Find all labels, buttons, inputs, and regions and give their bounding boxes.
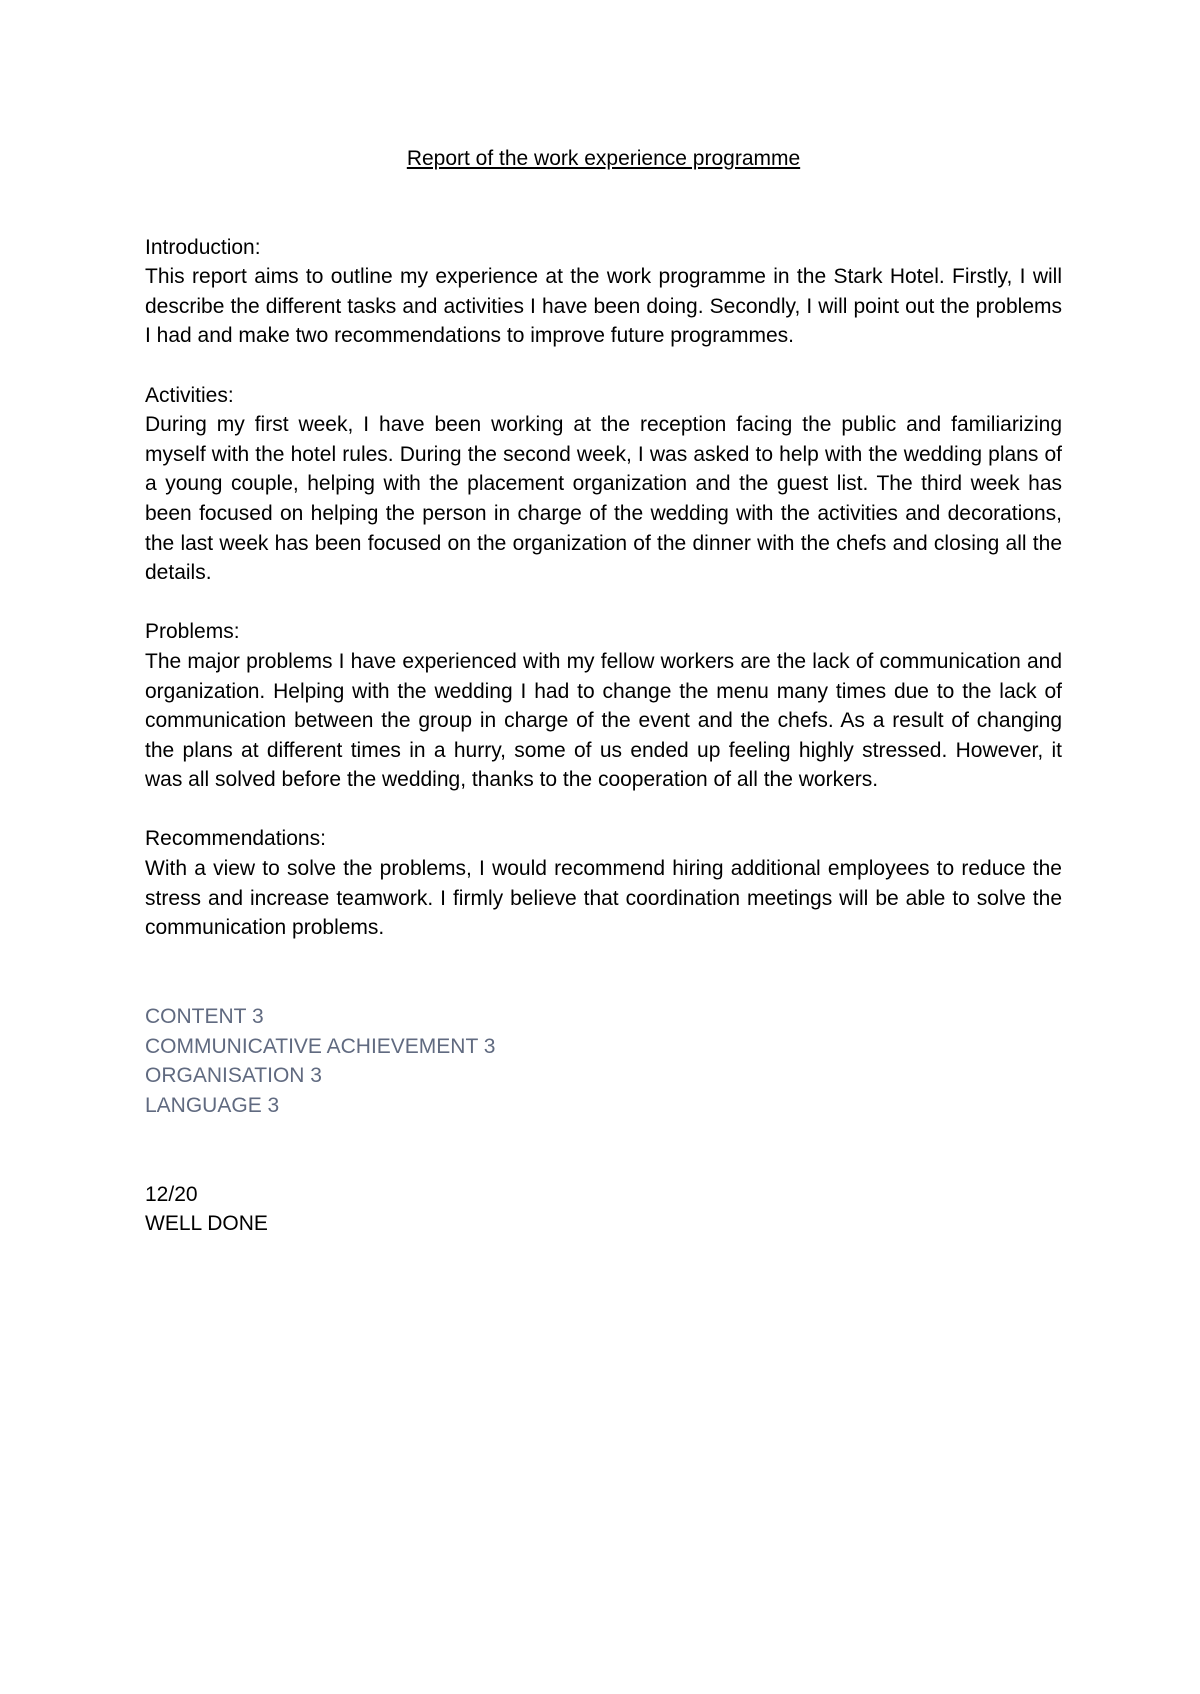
section-heading: Activities: <box>145 383 234 407</box>
document-title: Report of the work experience programme <box>406 147 801 170</box>
section-introduction <box>145 233 1062 351</box>
teacher-comment: WELL DONE <box>145 1212 268 1236</box>
grade-language: LANGUAGE 3 <box>145 1093 280 1117</box>
section-heading: Introduction: <box>145 235 261 259</box>
spacer <box>145 972 1062 1002</box>
section-problems <box>145 617 1062 795</box>
grade-organisation: ORGANISATION 3 <box>145 1064 322 1088</box>
section-body: With a view to solve the problems, I would recommend hiring additional employees to reduce the stress and increase teamwork. I firmly believe that coordination meetings will be able to solve the communication problems. <box>145 857 1062 940</box>
grade-communicative-achievement: COMMUNICATIVE ACHIEVEMENT 3 <box>145 1034 496 1058</box>
section-heading: Recommendations: <box>145 827 326 851</box>
score-value: 12/20 <box>145 1182 198 1206</box>
section-activities <box>145 381 1062 588</box>
section-recommendations <box>145 824 1062 942</box>
spacer <box>145 1150 1062 1180</box>
spacer <box>145 943 1062 973</box>
spacer <box>145 588 1062 618</box>
spacer <box>145 795 1062 825</box>
document-page <box>145 144 1062 1239</box>
section-heading: Problems: <box>145 620 240 644</box>
grade-content: CONTENT 3 <box>145 1005 264 1029</box>
spacer <box>145 351 1062 381</box>
section-body: The major problems I have experienced with my fellow workers are the lack of communication and organization. Helping with the wedding I had to change the menu many times due to the lack of communication between the group in charge of the event and the chefs. As a result of changing the plans at different times in a hurry, some of us ended up feeling highly stressed. However, it was all solved before the wedding, thanks to the cooperation of all the workers. <box>145 649 1062 792</box>
spacer <box>145 174 1062 233</box>
spacer <box>145 1120 1062 1150</box>
grade-breakdown <box>145 1002 1062 1120</box>
final-score <box>145 1180 1062 1239</box>
section-body: During my first week, I have been working at the reception facing the public and familiarizing myself with the hotel rules. During the second week, I was asked to help with the wedding plans of a young couple, helping with the placement organization and the guest list. The third week has been focused on helping the person in charge of the wedding with the activities and decorations, the last week has been focused on the organization of the dinner with the chefs and closing all the details. <box>145 413 1062 585</box>
section-body: This report aims to outline my experience at the work programme in the Stark Hotel. Firstly, I will describe the different tasks and activities I have been doing. Secondly, I will point out the problems I had and make two recommendations to improve future programmes. <box>145 265 1062 348</box>
